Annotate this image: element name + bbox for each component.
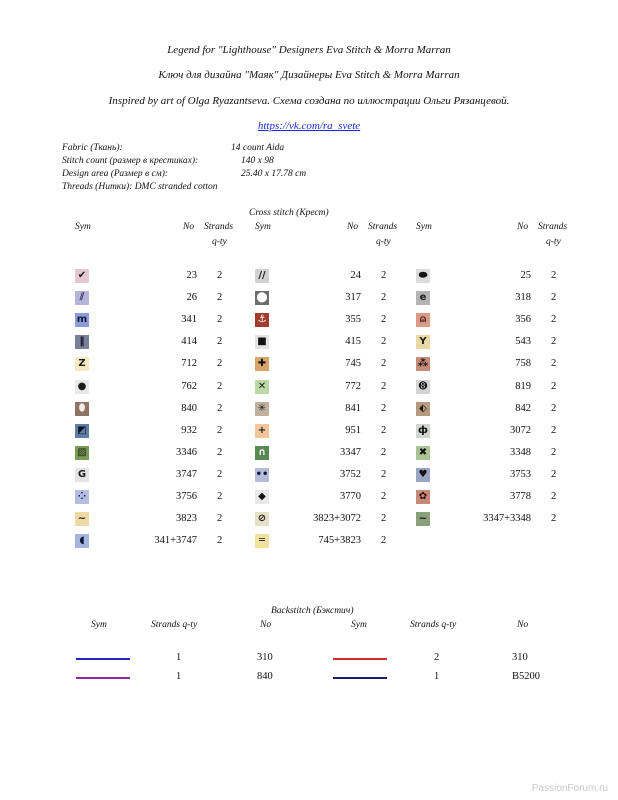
floss-number: 3778 xyxy=(510,491,531,502)
strands-qty: 2 xyxy=(217,292,223,303)
strands-qty: 2 xyxy=(381,270,387,281)
floss-number: 841 xyxy=(345,403,361,414)
floss-number: 745 xyxy=(345,358,361,369)
backstitch-line-icon xyxy=(333,677,387,679)
cross-col-qty-1: q-ty xyxy=(376,237,391,247)
strands-qty: 2 xyxy=(217,336,223,347)
strands-qty: 2 xyxy=(551,425,557,436)
floss-number: 356 xyxy=(515,314,531,325)
floss-number: 3072 xyxy=(510,425,531,436)
stitch-symbol-icon: ═ xyxy=(255,534,269,548)
strands-qty: 2 xyxy=(217,513,223,524)
bs-col-strands-right: Strands q-ty xyxy=(410,620,457,630)
floss-number: 24 xyxy=(350,270,361,281)
cross-col-sym-0: Sym xyxy=(75,222,91,232)
cross-stitch-row xyxy=(0,489,618,505)
strands-qty: 2 xyxy=(551,292,557,303)
link-line xyxy=(0,120,618,132)
floss-number: 415 xyxy=(345,336,361,347)
backstitch-number: B5200 xyxy=(512,671,541,682)
strands-qty: 2 xyxy=(381,469,387,480)
floss-number: 414 xyxy=(181,336,197,347)
backstitch-title: Backstitch (Бэкстич) xyxy=(271,606,354,616)
backstitch-strands: 2 xyxy=(434,652,440,663)
stitch-symbol-icon: ▨ xyxy=(75,446,89,460)
cross-stitch-row xyxy=(0,423,618,439)
stitch-symbol-icon: ~ xyxy=(75,512,89,526)
stitch-symbol-icon: G xyxy=(75,468,89,482)
strands-qty: 2 xyxy=(551,358,557,369)
strands-qty: 2 xyxy=(551,513,557,524)
floss-number: 3347 xyxy=(340,447,361,458)
inspired-line: Inspired by art of Olga Ryazantseva. Схема создана по иллюстрации Ольги Рязанцевой. xyxy=(108,95,510,107)
cross-stitch-row xyxy=(0,445,618,461)
stitch-symbol-icon: m xyxy=(76,314,88,325)
backstitch-strands: 1 xyxy=(434,671,440,682)
strands-qty: 2 xyxy=(217,535,223,546)
cross-stitch-row xyxy=(0,334,618,350)
floss-number: 762 xyxy=(181,381,197,392)
bs-col-strands-left: Strands q-ty xyxy=(151,620,198,630)
title-english: Legend for "Lighthouse" Designers Eva Stitch & Morra Marran xyxy=(167,44,451,56)
strands-qty: 2 xyxy=(551,469,557,480)
stitch-symbol-icon: ✔ xyxy=(75,269,89,283)
stitch-symbol-icon: ~ xyxy=(416,512,430,526)
bs-col-no-left: No xyxy=(260,620,272,630)
strands-qty: 2 xyxy=(551,336,557,347)
floss-number: 3753 xyxy=(510,469,531,480)
stitch-symbol-icon: + xyxy=(255,424,269,438)
stitch-symbol-icon: ■ xyxy=(255,335,269,349)
strands-qty: 2 xyxy=(217,358,223,369)
vk-link[interactable]: https://vk.com/ra_svete xyxy=(257,120,361,132)
stitch-symbol-icon: ✿ xyxy=(416,490,430,504)
cross-col-sym-1: Sym xyxy=(255,222,271,232)
cross-col-strands-2: Strands xyxy=(538,222,568,232)
cross-stitch-row xyxy=(0,533,618,549)
strands-qty: 2 xyxy=(381,314,387,325)
floss-number: 3756 xyxy=(176,491,197,502)
cross-stitch-row xyxy=(0,290,618,306)
strands-qty: 2 xyxy=(381,336,387,347)
stitch-symbol-icon: ⬖ xyxy=(416,402,430,416)
cross-stitch-title: Cross stitch (Крест) xyxy=(249,208,329,218)
cross-col-sym-2: Sym xyxy=(416,222,432,232)
floss-number: 341+3747 xyxy=(154,535,197,546)
backstitch-line-icon xyxy=(76,658,130,660)
floss-number: 3348 xyxy=(510,447,531,458)
cross-col-strands-0: Strands xyxy=(204,222,234,232)
strands-qty: 2 xyxy=(381,491,387,502)
cross-stitch-row xyxy=(0,312,618,328)
floss-number: 951 xyxy=(345,425,361,436)
floss-number: 318 xyxy=(515,292,531,303)
bs-col-sym-right: Sym xyxy=(351,620,367,630)
stitch-symbol-icon: ♥ xyxy=(416,468,430,482)
floss-number: 3747 xyxy=(176,469,197,480)
floss-number: 932 xyxy=(181,425,197,436)
stitch-symbol-icon: ● xyxy=(75,380,89,394)
strands-qty: 2 xyxy=(381,535,387,546)
strands-qty: 2 xyxy=(217,447,223,458)
strands-qty: 2 xyxy=(217,491,223,502)
cross-col-no-0: No xyxy=(183,222,195,232)
stitch-symbol-icon: ✳ xyxy=(255,402,269,416)
cross-col-no-2: No xyxy=(517,222,529,232)
backstitch-line-icon xyxy=(76,677,130,679)
stitch-symbol-icon: ◩ xyxy=(75,424,89,438)
bs-col-sym-left: Sym xyxy=(91,620,107,630)
stitch-symbol-icon: ✚ xyxy=(255,357,269,371)
backstitch-number: 310 xyxy=(257,652,273,663)
strands-qty: 2 xyxy=(217,270,223,281)
floss-number: 758 xyxy=(515,358,531,369)
strands-qty: 2 xyxy=(381,447,387,458)
strands-qty: 2 xyxy=(381,513,387,524)
stitch-symbol-icon: ⬬ xyxy=(416,269,430,283)
floss-number: 3823+3072 xyxy=(313,513,361,524)
strands-qty: 2 xyxy=(551,314,557,325)
floss-number: 712 xyxy=(181,358,197,369)
stitch-symbol-icon: ➑ xyxy=(416,380,430,394)
stitch-symbol-icon: ✕ xyxy=(255,380,269,394)
strands-qty: 2 xyxy=(551,491,557,502)
floss-number: 772 xyxy=(345,381,361,392)
strands-qty: 2 xyxy=(217,403,223,414)
stitch-symbol-icon: ✖ xyxy=(416,446,430,460)
stitch-symbol-icon: Z xyxy=(75,357,89,371)
backstitch-number: 840 xyxy=(257,671,273,682)
floss-number: 3823 xyxy=(176,513,197,524)
cross-stitch-row xyxy=(0,467,618,483)
cross-col-strands-1: Strands xyxy=(368,222,398,232)
floss-number: 3752 xyxy=(340,469,361,480)
cross-col-no-1: No xyxy=(347,222,359,232)
strands-qty: 2 xyxy=(381,403,387,414)
floss-number: 317 xyxy=(345,292,361,303)
stitch-symbol-icon: ⁂ xyxy=(417,358,429,369)
cross-col-qty-0: q-ty xyxy=(212,237,227,247)
strands-qty: 2 xyxy=(381,425,387,436)
strands-qty: 2 xyxy=(217,314,223,325)
floss-number: 23 xyxy=(186,270,197,281)
backstitch-strands: 1 xyxy=(176,671,182,682)
cross-stitch-row xyxy=(0,511,618,527)
watermark: PassionForum.ru xyxy=(531,783,608,794)
floss-number: 3346 xyxy=(176,447,197,458)
strands-qty: 2 xyxy=(217,469,223,480)
cross-col-qty-2: q-ty xyxy=(546,237,561,247)
strands-qty: 2 xyxy=(551,403,557,414)
stitch-symbol-icon: ‖ xyxy=(75,335,89,349)
floss-number: 543 xyxy=(515,336,531,347)
floss-number: 355 xyxy=(345,314,361,325)
stitch-symbol-icon: ◖ xyxy=(75,534,89,548)
floss-number: 745+3823 xyxy=(318,535,361,546)
cross-stitch-row xyxy=(0,268,618,284)
backstitch-number: 310 xyxy=(512,652,528,663)
stitch-symbol-icon: // xyxy=(255,269,269,283)
floss-number: 3347+3348 xyxy=(483,513,531,524)
backstitch-strands: 1 xyxy=(176,652,182,663)
cross-stitch-row xyxy=(0,401,618,417)
stitch-symbol-icon: ⊘ xyxy=(255,512,269,526)
strands-qty: 2 xyxy=(551,447,557,458)
stitch-symbol-icon: ⫽ xyxy=(75,291,89,305)
title-russian: Ключ для дизайна "Маяк" Дизайнеры Eva Stitch & Morra Marran xyxy=(158,69,460,81)
strands-qty: 2 xyxy=(381,358,387,369)
strands-qty: 2 xyxy=(381,381,387,392)
cross-stitch-row xyxy=(0,379,618,395)
stitch-symbol-icon: ⬮ xyxy=(75,402,89,416)
stitch-symbol-icon: ⍝ xyxy=(416,313,430,327)
stitch-symbol-icon: •• xyxy=(255,469,269,480)
bs-col-no-right: No xyxy=(517,620,529,630)
stitch-symbol-icon: ф xyxy=(416,424,430,438)
floss-number: 26 xyxy=(186,292,197,303)
strands-qty: 2 xyxy=(381,292,387,303)
stitch-symbol-icon: ◆ xyxy=(255,490,269,504)
stitch-symbol-icon: Y xyxy=(416,335,430,349)
floss-number: 840 xyxy=(181,403,197,414)
floss-number: 842 xyxy=(515,403,531,414)
backstitch-line-icon xyxy=(333,658,387,660)
floss-number: 341 xyxy=(181,314,197,325)
cross-stitch-row xyxy=(0,356,618,372)
floss-number: 3770 xyxy=(340,491,361,502)
stitch-symbol-icon: e xyxy=(416,291,430,305)
strands-qty: 2 xyxy=(217,381,223,392)
strands-qty: 2 xyxy=(551,381,557,392)
floss-number: 25 xyxy=(520,270,531,281)
stitch-symbol-icon: ⚓ xyxy=(255,313,269,327)
stitch-symbol-icon: ∩ xyxy=(255,446,269,460)
stitch-symbol-icon: ⁘ xyxy=(75,490,89,504)
stitch-symbol-icon: ⬤ xyxy=(256,292,268,303)
floss-number: 819 xyxy=(515,381,531,392)
strands-qty: 2 xyxy=(551,270,557,281)
strands-qty: 2 xyxy=(217,425,223,436)
